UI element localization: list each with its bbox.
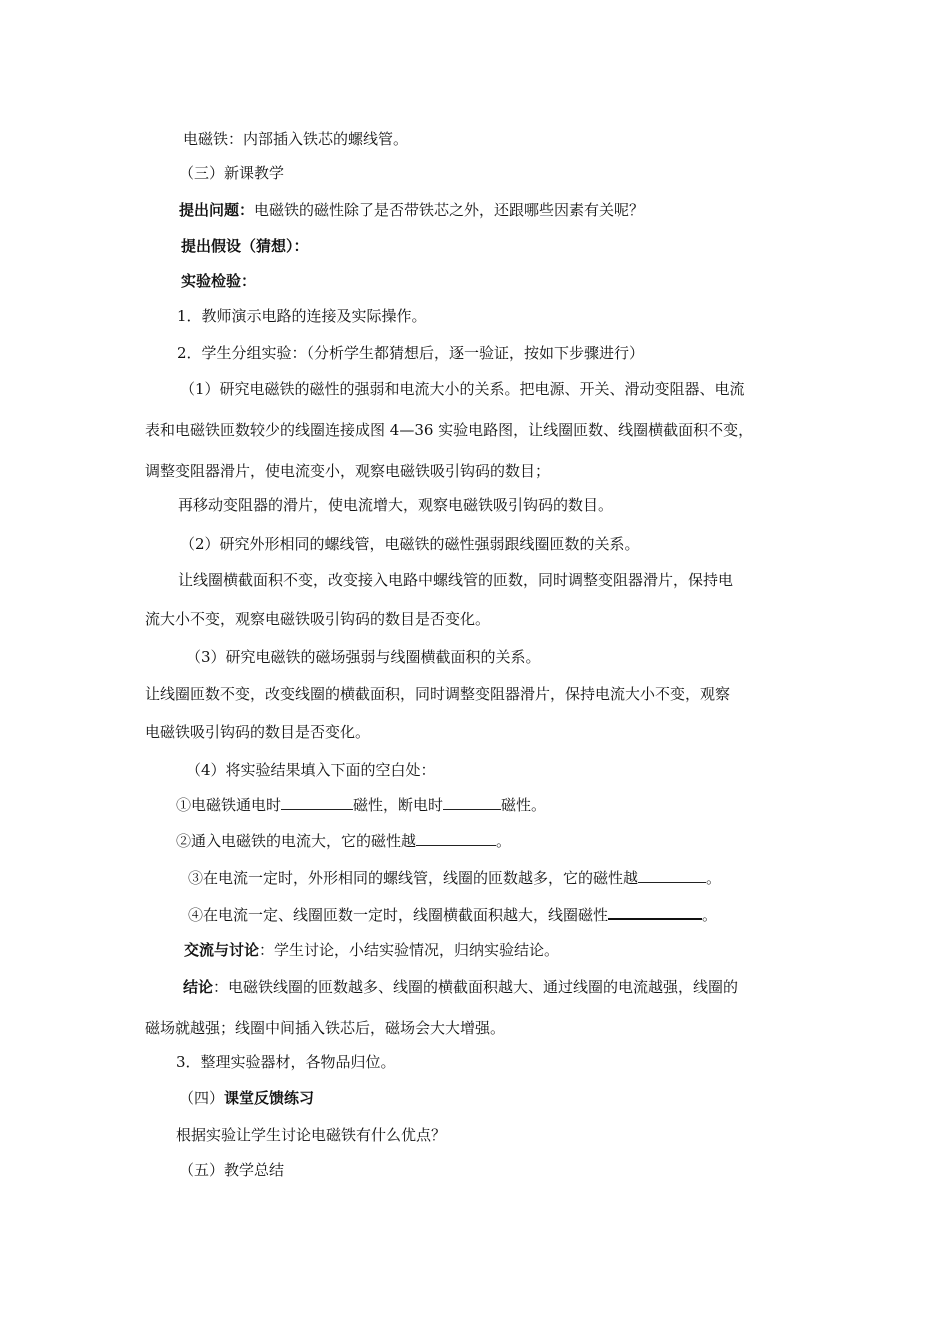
text-discussion: ：学生讨论，小结实验情况，归纳实验结论。 <box>259 941 560 959</box>
fill-blank-item-2: ②通入电磁铁的电流大，它的磁性越 。 <box>176 832 512 850</box>
experiment-2-line-2: 流大小不变，观察电磁铁吸引钩码的数目是否变化。 <box>145 610 491 628</box>
step-group-experiment: 2．学生分组实验：（分析学生都猜想后，逐一验证，按如下步骤进行） <box>177 344 645 362</box>
answer-blank-1[interactable] <box>281 795 353 810</box>
fill-blank-item-1: ①电磁铁通电时 磁性，断电时 磁性。 <box>176 796 547 814</box>
answer-blank-5[interactable] <box>608 904 702 920</box>
section-heading-feedback: （四）课堂反馈练习 <box>179 1089 315 1107</box>
paragraph-electromagnet-definition: 电磁铁：内部插入铁芯的螺线管。 <box>183 130 409 148</box>
paragraph-conclusion <box>183 977 738 997</box>
step-tidy-equipment: 3．整理实验器材，各物品归位。 <box>176 1053 396 1071</box>
answer-blank-2[interactable] <box>443 795 501 810</box>
paragraph-raise-question <box>179 200 644 220</box>
experiment-3-line-1: 让线圈匝数不变，改变线圈的横截面积，同时调整变阻器滑片，保持电流大小不变，观察 <box>145 685 731 703</box>
experiment-1-line-1: （1）研究电磁铁的磁性的强弱和电流大小的关系。把电源、开关、滑动变阻器、电流 <box>180 380 745 398</box>
fill-blank-item-4: ④在电流一定、线圈匝数一定时，线圈横截面积越大，线圈磁性 。 <box>188 906 718 924</box>
experiment-1-line-2: 表和电磁铁匝数较少的线圈连接成图 4—36 实验电路图，让线圈匝数、线圈横截面积不变， <box>145 421 754 439</box>
fill-blank-item-3: ③在电流一定时，外形相同的螺线管，线圈的匝数越多，它的磁性越 。 <box>188 869 722 887</box>
answer-blank-3[interactable] <box>416 831 496 846</box>
label-experiment-test: 实验检验： <box>181 272 257 290</box>
step-teacher-demo: 1．教师演示电路的连接及实际操作。 <box>177 307 427 325</box>
paragraph-feedback-question: 根据实验让学生讨论电磁铁有什么优点？ <box>176 1126 447 1144</box>
experiment-3-heading: （3）研究电磁铁的磁场强弱与线圈横截面积的关系。 <box>186 648 541 666</box>
experiment-2-line-1: 让线圈横截面积不变，改变接入电路中螺线管的匝数，同时调整变阻器滑片，保持电 <box>178 571 734 589</box>
section-heading-summary: （五）教学总结 <box>179 1161 285 1179</box>
label-hypothesis: 提出假设（猜想）： <box>181 237 309 255</box>
text-conclusion: ：电磁铁线圈的匝数越多、线圈的横截面积越大、通过线圈的电流越强，线圈的 <box>213 978 739 996</box>
text-raise-question: 电磁铁的磁性除了是否带铁芯之外，还跟哪些因素有关呢？ <box>254 201 645 219</box>
experiment-1-line-3: 调整变阻器滑片，使电流变小，观察电磁铁吸引钩码的数目； <box>145 462 551 480</box>
label-discussion: 交流与讨论 <box>184 941 260 959</box>
answer-blank-4[interactable] <box>638 868 706 883</box>
experiment-4-heading: （4）将实验结果填入下面的空白处： <box>186 761 436 779</box>
label-conclusion: 结论 <box>183 978 214 996</box>
paragraph-discussion <box>184 940 559 960</box>
experiment-3-line-2: 电磁铁吸引钩码的数目是否变化。 <box>145 723 371 741</box>
experiment-2-heading: （2）研究外形相同的螺线管，电磁铁的磁性强弱跟线圈匝数的关系。 <box>180 535 640 553</box>
section-heading-new-lesson: （三）新课教学 <box>179 164 285 182</box>
label-raise-question: 提出问题： <box>179 201 255 219</box>
experiment-1-line-4: 再移动变阻器的滑片，使电流增大，观察电磁铁吸引钩码的数目。 <box>178 496 614 514</box>
paragraph-conclusion-cont: 磁场就越强；线圈中间插入铁芯后，磁场会大大增强。 <box>145 1019 506 1037</box>
